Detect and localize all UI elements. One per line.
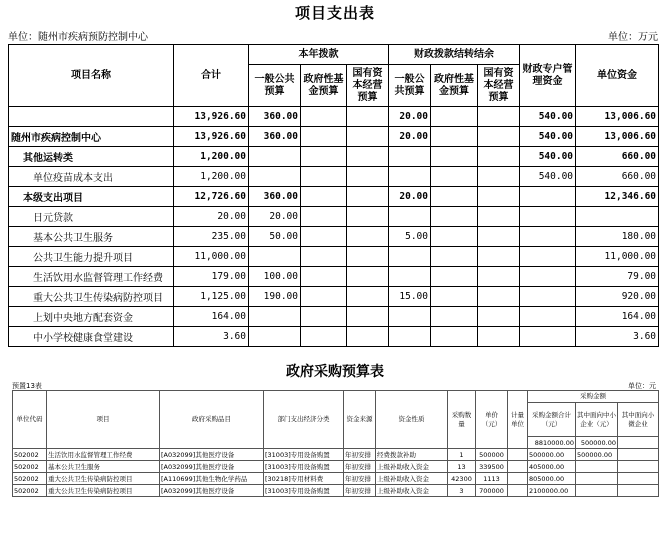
procurement-row — [13, 485, 659, 497]
cell-fund-source: 年初安排 — [344, 473, 376, 485]
col-measure: 计量单位 — [508, 391, 528, 449]
cell-co-general — [389, 267, 431, 287]
cell-general: 360.00 — [249, 187, 301, 207]
cell-unit-fund: 13,006.60 — [576, 127, 659, 147]
cell-co-soe — [478, 107, 520, 127]
cell-co-general — [389, 327, 431, 347]
procurement-title: 政府采购预算表 — [286, 364, 384, 380]
cell-soe — [347, 167, 389, 187]
cell-project: 重大公共卫生传染病防控项目 — [47, 485, 160, 497]
cell-amount: 2100000.00 — [528, 485, 576, 497]
cell-soe — [347, 147, 389, 167]
cell-co-fund — [431, 327, 478, 347]
cell-co-general: 20.00 — [389, 107, 431, 127]
cell-fund-nature: 经费拨款补助 — [376, 449, 448, 461]
cell-catalog: [A032099]其他医疗设备 — [160, 485, 264, 497]
cell-general: 50.00 — [249, 227, 301, 247]
cell-fund-nature: 上级补助收入资金 — [376, 485, 448, 497]
col-unit-fund: 单位资金 — [576, 45, 659, 107]
col-total: 合计 — [174, 45, 249, 107]
cell-project: 基本公共卫生服务 — [47, 461, 160, 473]
cell-amount: 805000.00 — [528, 473, 576, 485]
cell-general: 360.00 — [249, 127, 301, 147]
cell-general: 360.00 — [249, 107, 301, 127]
procurement-row — [13, 449, 659, 461]
procurement-table — [12, 390, 659, 497]
cell-co-fund — [431, 167, 478, 187]
cell-general — [249, 167, 301, 187]
cell-micro — [618, 461, 659, 473]
cell-fund — [301, 307, 347, 327]
cell-unit-fund — [576, 207, 659, 227]
cell-co-fund — [431, 147, 478, 167]
table-row — [9, 207, 659, 227]
row-name: 本级支出项目 — [9, 187, 174, 207]
cell-total: 11,000.00 — [174, 247, 249, 267]
cell-catalog: [A110699]其他生物化学药品 — [160, 473, 264, 485]
project-expenditure-table — [8, 44, 659, 347]
cell-special-fund — [520, 267, 576, 287]
cell-total: 12,726.60 — [174, 187, 249, 207]
row-name: 生活饮用水监督管理工作经费 — [9, 267, 174, 287]
cell-sme: 500000.00 — [576, 449, 618, 461]
cell-soe — [347, 247, 389, 267]
cell-fund — [301, 267, 347, 287]
cell-general — [249, 307, 301, 327]
cell-project: 重大公共卫生传染病防控项目 — [47, 473, 160, 485]
cell-total: 1,200.00 — [174, 167, 249, 187]
cell-co-fund — [431, 267, 478, 287]
subtotal-micro — [618, 437, 659, 449]
cell-co-soe — [478, 287, 520, 307]
cell-co-soe — [478, 187, 520, 207]
cell-price: 700000 — [476, 485, 508, 497]
cell-measure — [508, 449, 528, 461]
row-name — [9, 107, 174, 127]
cell-soe — [347, 227, 389, 247]
cell-unit-fund: 11,000.00 — [576, 247, 659, 267]
cell-unit-code: 502002 — [13, 485, 47, 497]
cell-special-fund: 540.00 — [520, 167, 576, 187]
col-qty: 采购数量 — [448, 391, 476, 449]
col-fund-nature: 资金性质 — [376, 391, 448, 449]
cell-general — [249, 327, 301, 347]
cell-unit-fund: 12,346.60 — [576, 187, 659, 207]
cell-fund — [301, 147, 347, 167]
cell-fund-nature: 上级补助收入资金 — [376, 473, 448, 485]
col-general-budget: 一般公共预算 — [249, 65, 301, 107]
cell-general: 20.00 — [249, 207, 301, 227]
cell-dept-class: [31003]专用设备购置 — [264, 449, 344, 461]
cell-sme — [576, 473, 618, 485]
cell-special-fund — [520, 287, 576, 307]
cell-measure — [508, 461, 528, 473]
cell-total: 235.00 — [174, 227, 249, 247]
cell-co-soe — [478, 267, 520, 287]
cell-special-fund — [520, 327, 576, 347]
cell-unit-fund: 79.00 — [576, 267, 659, 287]
col-fund-budget: 政府性基金预算 — [301, 65, 347, 107]
cell-total: 179.00 — [174, 267, 249, 287]
page-title: 项目支出表 — [294, 4, 375, 22]
cell-unit-fund: 3.60 — [576, 327, 659, 347]
cell-fund — [301, 327, 347, 347]
cell-total: 1,125.00 — [174, 287, 249, 307]
cell-total: 3.60 — [174, 327, 249, 347]
cell-fund-nature: 上级补助收入资金 — [376, 461, 448, 473]
cell-fund-source: 年初安排 — [344, 461, 376, 473]
cell-co-soe — [478, 147, 520, 167]
cell-measure — [508, 485, 528, 497]
cell-general — [249, 147, 301, 167]
unit-label: 单位：随州市疾病预防控制中心 — [8, 32, 148, 43]
row-name: 上划中央地方配套资金 — [9, 307, 174, 327]
cell-unit-fund: 660.00 — [576, 167, 659, 187]
col-project-name: 项目名称 — [9, 45, 174, 107]
cell-special-fund — [520, 247, 576, 267]
cell-fund — [301, 207, 347, 227]
row-name: 日元贷款 — [9, 207, 174, 227]
cell-co-fund — [431, 207, 478, 227]
cell-unit-fund: 660.00 — [576, 147, 659, 167]
cell-special-fund — [520, 207, 576, 227]
cell-dept-class: [31003]专用设备购置 — [264, 461, 344, 473]
col-catalog: 政府采购品目 — [160, 391, 264, 449]
cell-fund-source: 年初安排 — [344, 449, 376, 461]
cell-special-fund — [520, 307, 576, 327]
cell-measure — [508, 473, 528, 485]
table-row — [9, 107, 659, 127]
table-row — [9, 327, 659, 347]
cell-special-fund: 540.00 — [520, 107, 576, 127]
cell-fund — [301, 227, 347, 247]
cell-soe — [347, 207, 389, 227]
cell-general: 100.00 — [249, 267, 301, 287]
cell-fund — [301, 187, 347, 207]
cell-fund — [301, 167, 347, 187]
col-micro: 其中面向小微企业 — [618, 403, 659, 437]
row-name: 单位疫苗成本支出 — [9, 167, 174, 187]
cell-co-fund — [431, 247, 478, 267]
cell-co-soe — [478, 207, 520, 227]
cell-amount: 405000.00 — [528, 461, 576, 473]
cell-co-general — [389, 207, 431, 227]
table-row — [9, 287, 659, 307]
procurement-left-note: 预置13表 — [12, 382, 42, 390]
row-name: 中小学校健康食堂建设 — [9, 327, 174, 347]
table-row — [9, 147, 659, 167]
cell-total: 13,926.60 — [174, 107, 249, 127]
procurement-row — [13, 461, 659, 473]
cell-price: 500000 — [476, 449, 508, 461]
cell-co-general — [389, 307, 431, 327]
cell-co-soe — [478, 247, 520, 267]
cell-soe — [347, 107, 389, 127]
cell-co-general: 20.00 — [389, 127, 431, 147]
cell-micro — [618, 473, 659, 485]
table-row — [9, 187, 659, 207]
cell-co-general — [389, 147, 431, 167]
table-row — [9, 247, 659, 267]
col-amount: 采购金额 — [528, 391, 659, 403]
cell-price: 1113 — [476, 473, 508, 485]
cell-co-fund — [431, 287, 478, 307]
row-name: 随州市疾病控制中心 — [9, 127, 174, 147]
cell-project: 生活饮用水监督管理工作经费 — [47, 449, 160, 461]
procurement-row — [13, 473, 659, 485]
col-price: 单价（元） — [476, 391, 508, 449]
cell-special-fund — [520, 187, 576, 207]
col-amount-total: 采购金额合计（元） — [528, 403, 576, 437]
cell-co-soe — [478, 167, 520, 187]
cell-co-general: 15.00 — [389, 287, 431, 307]
row-name: 基本公共卫生服务 — [9, 227, 174, 247]
cell-fund — [301, 247, 347, 267]
cell-co-fund — [431, 307, 478, 327]
cell-soe — [347, 307, 389, 327]
cell-soe — [347, 287, 389, 307]
cell-qty: 13 — [448, 461, 476, 473]
cell-qty: 1 — [448, 449, 476, 461]
cell-qty: 3 — [448, 485, 476, 497]
table-row — [9, 127, 659, 147]
cell-unit-code: 502002 — [13, 473, 47, 485]
col-co-soe: 国有资本经营预算 — [478, 65, 520, 107]
cell-co-soe — [478, 327, 520, 347]
col-fund-source: 资金来源 — [344, 391, 376, 449]
cell-fund — [301, 287, 347, 307]
cell-micro — [618, 449, 659, 461]
table-row — [9, 307, 659, 327]
cell-co-general: 20.00 — [389, 187, 431, 207]
col-sme: 其中面向中小企业（元） — [576, 403, 618, 437]
table-row — [9, 227, 659, 247]
cell-amount: 500000.00 — [528, 449, 576, 461]
subtotal-amount: 8810000.00 — [528, 437, 576, 449]
cell-co-fund — [431, 227, 478, 247]
col-current-year: 本年拨款 — [249, 45, 389, 65]
col-unit-code: 单位代码 — [13, 391, 47, 449]
cell-total: 164.00 — [174, 307, 249, 327]
cell-micro — [618, 485, 659, 497]
subtotal-sme: 500000.00 — [576, 437, 618, 449]
cell-general — [249, 247, 301, 267]
cell-soe — [347, 267, 389, 287]
col-project: 项目 — [47, 391, 160, 449]
row-name: 其他运转类 — [9, 147, 174, 167]
col-soe-budget: 国有资本经营预算 — [347, 65, 389, 107]
cell-soe — [347, 127, 389, 147]
cell-co-general: 5.00 — [389, 227, 431, 247]
cell-co-fund — [431, 127, 478, 147]
cell-general: 190.00 — [249, 287, 301, 307]
row-name: 公共卫生能力提升项目 — [9, 247, 174, 267]
cell-dept-class: [30218]专用材料费 — [264, 473, 344, 485]
table-row — [9, 267, 659, 287]
cell-soe — [347, 187, 389, 207]
cell-special-fund: 540.00 — [520, 147, 576, 167]
cell-unit-fund: 180.00 — [576, 227, 659, 247]
cell-co-soe — [478, 227, 520, 247]
cell-special-fund: 540.00 — [520, 127, 576, 147]
cell-unit-fund: 920.00 — [576, 287, 659, 307]
cell-qty: 42300 — [448, 473, 476, 485]
cell-co-general — [389, 167, 431, 187]
col-co-fund: 政府性基金预算 — [431, 65, 478, 107]
cell-co-fund — [431, 187, 478, 207]
cell-co-soe — [478, 127, 520, 147]
row-name: 重大公共卫生传染病防控项目 — [9, 287, 174, 307]
cell-special-fund — [520, 227, 576, 247]
cell-soe — [347, 327, 389, 347]
table-row — [9, 167, 659, 187]
cell-sme — [576, 461, 618, 473]
cell-total: 13,926.60 — [174, 127, 249, 147]
col-carryover: 财政拨款结转结余 — [389, 45, 520, 65]
cell-catalog: [A032099]其他医疗设备 — [160, 461, 264, 473]
cell-price: 339500 — [476, 461, 508, 473]
cell-unit-fund: 13,006.60 — [576, 107, 659, 127]
cell-co-general — [389, 247, 431, 267]
cell-catalog: [A032099]其他医疗设备 — [160, 449, 264, 461]
cell-fund-source: 年初安排 — [344, 485, 376, 497]
cell-co-fund — [431, 107, 478, 127]
cell-dept-class: [31003]专用设备购置 — [264, 485, 344, 497]
cell-unit-code: 502002 — [13, 449, 47, 461]
cell-unit-fund: 164.00 — [576, 307, 659, 327]
cell-fund — [301, 127, 347, 147]
col-co-general: 一般公共预算 — [389, 65, 431, 107]
procurement-unit-note: 单位：元 — [628, 382, 656, 390]
currency-unit-label: 单位：万元 — [608, 32, 658, 43]
cell-co-soe — [478, 307, 520, 327]
col-special-fund: 财政专户管理资金 — [520, 45, 576, 107]
cell-unit-code: 502002 — [13, 461, 47, 473]
cell-total: 20.00 — [174, 207, 249, 227]
cell-total: 1,200.00 — [174, 147, 249, 167]
col-dept-class: 部门支出经济分类 — [264, 391, 344, 449]
cell-sme — [576, 485, 618, 497]
cell-fund — [301, 107, 347, 127]
